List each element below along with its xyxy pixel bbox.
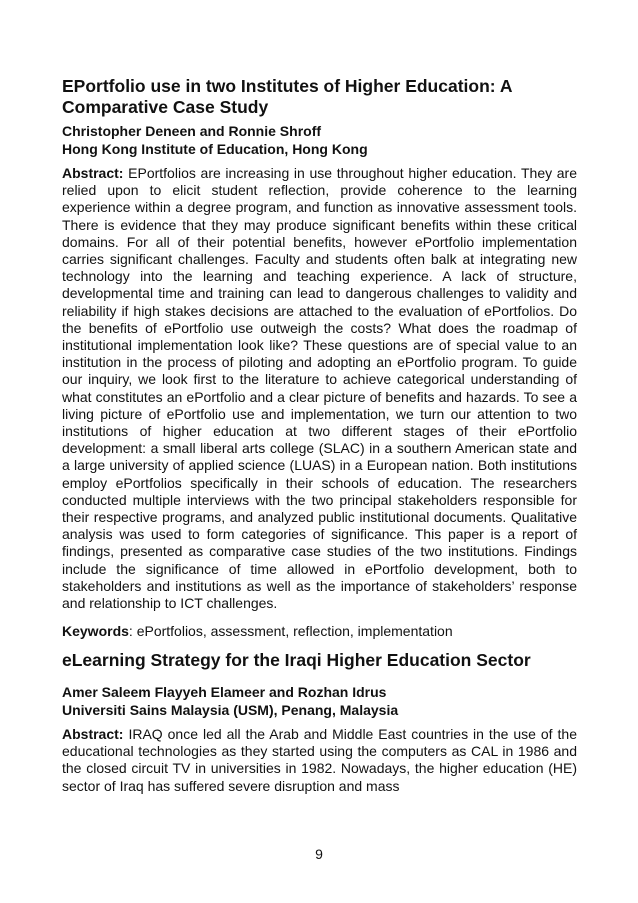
page-content — [62, 76, 577, 795]
page-number: 9 — [315, 846, 323, 862]
author-block — [62, 122, 577, 158]
abstract-label: Abstract: — [62, 165, 124, 181]
abstract — [62, 726, 577, 795]
keywords — [62, 623, 577, 640]
paper-title: eLearning Strategy for the Iraqi Higher Education Sector — [62, 650, 531, 671]
abstract — [62, 165, 577, 612]
keywords-label: Keywords — [62, 623, 129, 640]
author-names: Amer Saleem Flayyeh Elameer and Rozhan Idrus — [62, 684, 387, 700]
author-names: Christopher Deneen and Ronnie Shroff — [62, 123, 322, 139]
author-affiliation: Universiti Sains Malaysia (USM), Penang, Malaysia — [62, 702, 399, 718]
abstract-label: Abstract: — [62, 726, 124, 742]
author-affiliation: Hong Kong Institute of Education, Hong Kong — [62, 141, 368, 157]
keywords-text: : ePortfolios, assessment, reflection, implementation — [128, 623, 453, 640]
abstract-text: EPortfolios are increasing in use throughout higher education. They are relied upon to elicit student reflection, provide coherence to the learning experience within a degree program, and function as innovative assessment tools. There is evidence that they may produce significant benefits within these critical domains. For all of their potential benefits, however ePortfolio implementation carries significant challenges. Faculty and students often balk at integrating new technology into the learning and teaching experience. A lack of structure, developmental time and training can lead to dangerous challenges to validity and reliability if high stakes decisions are attached to the evaluation of ePortfolios. Do the benefits of ePortfolio use outweigh the costs? What does the roadmap of institutional implementation look like? These questions are of special value to an institution in the process of piloting and adopting an ePortfolio program. To guide our inquiry, we look first to the literature to achieve categorical understanding of what constitutes an ePortfolio and a clear picture of benefits and hazards. To see a living picture of ePortfolio use and implementation, we turn our attention to two institutions of higher education at two different stages of their ePortfolio development: a small liberal arts college (SLAC) in a southern American state and a large university of applied science (LUAS) in a European nation. Both institutions employ ePortfolios specifically in their schools of education. The researchers conducted multiple interviews with the two principal stakeholders responsible for their respective programs, and analyzed public institutional documents. Qualitative analysis was used to form categories of significance. This paper is a report of findings, presented as comparative case studies of the two institutions. Findings include the significance of time allowed in ePortfolio development, both to stakeholders and institutions as well as the importance of stakeholders’ response and relationship to ICT challenges. — [62, 165, 578, 612]
abstract-text: IRAQ once led all the Arab and Middle East countries in the use of the educational technologies as they started using the computers as CAL in 1986 and the closed circuit TV in universities in 1982. Nowadays, the higher education (HE) sector of Iraq has suffered severe disruption and mass — [62, 726, 577, 794]
author-block — [62, 683, 577, 719]
paper-title: EPortfolio use in two Institutes of Higher Education: A Comparative Case Study — [62, 76, 512, 117]
